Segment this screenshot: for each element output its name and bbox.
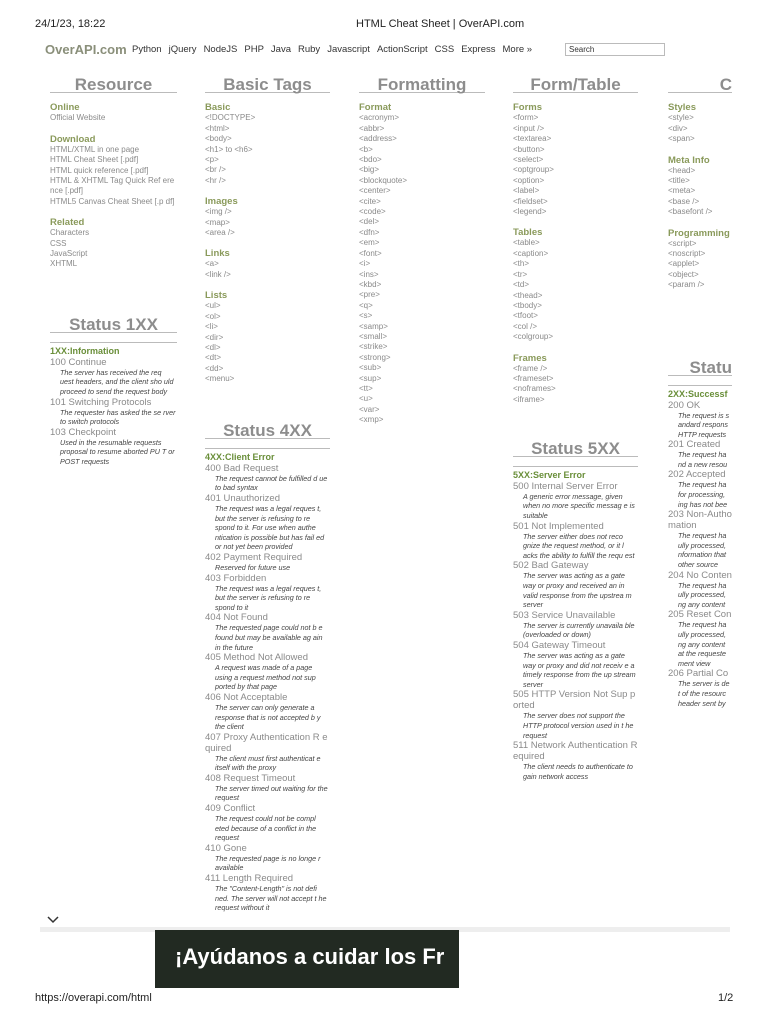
section-link[interactable]: <td> — [513, 280, 530, 290]
section-link[interactable]: <dfn> — [359, 227, 380, 237]
section-heading: Tables — [513, 227, 543, 239]
section-link[interactable]: <strike> — [359, 342, 388, 352]
status-code[interactable]: 503 Service Unavailable — [513, 609, 616, 621]
section-link[interactable]: <kbd> — [359, 279, 382, 289]
status-4xx-heading: Status 4XX — [205, 426, 330, 439]
section-link[interactable]: <pre> — [359, 290, 380, 300]
status-5xx-heading: Status 5XX — [513, 444, 638, 457]
section-link[interactable]: <form> — [513, 113, 539, 123]
status-description: The request was a legal reques t, but the server is refusing to re spond to it — [215, 583, 322, 612]
ad-banner[interactable] — [155, 930, 459, 988]
status-5xx-codes — [513, 481, 638, 781]
section-link[interactable]: <basefont /> — [668, 207, 713, 217]
form-table-heading: Form/Table — [513, 80, 638, 93]
section-link[interactable]: <ul> — [205, 301, 221, 311]
status-code[interactable]: 505 HTTP Version Not Sup ported — [513, 689, 636, 712]
section-link[interactable]: <legend> — [513, 207, 547, 217]
section-link[interactable]: <select> — [513, 155, 544, 165]
status-code[interactable]: 204 No Conten — [668, 569, 732, 581]
section-link[interactable]: <li> — [205, 322, 218, 332]
status-description: The request ha ully processed, ng any content — [678, 580, 727, 609]
section-link[interactable]: HTML quick reference [.pdf] — [50, 165, 149, 175]
status-5xx-column — [513, 439, 638, 781]
section-heading: Frames — [513, 352, 547, 364]
status-code[interactable]: 502 Bad Gateway — [513, 560, 589, 572]
section-link[interactable]: <frame /> — [513, 363, 548, 373]
status-2xx-codes — [668, 400, 732, 709]
section-heading: Images — [205, 196, 238, 208]
nav-item[interactable]: NodeJS — [203, 44, 238, 55]
print-datetime: 24/1/23, 18:22 — [35, 18, 106, 30]
section-heading: Forms — [513, 102, 543, 114]
section-link[interactable]: <sub> — [359, 363, 382, 373]
section-link[interactable]: HTML5 Canvas Cheat Sheet [.p df] — [50, 196, 175, 206]
nav-item-more[interactable]: More » — [502, 44, 533, 55]
section-link[interactable]: <html> — [205, 123, 230, 133]
status-code[interactable]: 200 OK — [668, 399, 701, 411]
section-link[interactable]: <var> — [359, 404, 380, 414]
status-description: The request ha ully processed, nformation that other source — [678, 531, 727, 570]
section-link[interactable]: <menu> — [205, 374, 235, 384]
section-link[interactable]: <q> — [359, 300, 373, 310]
section-link[interactable]: <center> — [359, 186, 391, 196]
status-code[interactable]: 100 Continue — [50, 356, 107, 368]
section-link[interactable]: <strong> — [359, 352, 391, 362]
status-code[interactable]: 511 Network Authentication Required — [513, 740, 638, 763]
basic-tags-column — [205, 75, 330, 385]
section-link[interactable]: <bdo> — [359, 155, 382, 165]
section-link[interactable]: <iframe> — [513, 394, 545, 404]
section-link[interactable]: <applet> — [668, 259, 700, 269]
top-nav — [132, 44, 532, 55]
status-description: The request was a legal reques t, but the server is refusing to re spond to it. For use when authe ntication is possible but has fail ed or not yet been provided — [215, 504, 325, 552]
section-link[interactable]: <map> — [205, 217, 230, 227]
section-link[interactable]: <base /> — [668, 196, 700, 206]
status-description: The request is s andard respons HTTP requests — [678, 410, 730, 439]
status-description: The client needs to authenticate to gain network access — [523, 762, 633, 781]
section-link[interactable]: XHTML — [50, 259, 78, 269]
section-link[interactable]: JavaScript — [50, 249, 88, 259]
section-heading: Download — [50, 133, 96, 145]
section-link[interactable]: <caption> — [513, 248, 549, 258]
form-table-sections — [513, 102, 638, 405]
nav-item[interactable]: CSS — [434, 44, 455, 55]
nav-item[interactable]: Python — [132, 44, 162, 55]
section-heading: Programming — [668, 227, 730, 239]
form-table-column — [513, 75, 638, 405]
section-heading: Basic — [205, 102, 231, 114]
section-heading: Lists — [205, 290, 228, 302]
status-code[interactable]: 401 Unauthorized — [205, 493, 280, 504]
status-2xx-heading: Statu — [668, 363, 732, 376]
print-title: HTML Cheat Sheet | OverAPI.com — [356, 18, 525, 30]
section-link[interactable]: HTML/XTML in one page — [50, 144, 140, 154]
section-link[interactable]: <dd> — [205, 363, 224, 373]
section-link[interactable]: <cite> — [359, 196, 381, 206]
formatting-sections — [359, 102, 485, 425]
status-code[interactable]: 411 Length Required — [205, 873, 294, 885]
section-link[interactable]: <u> — [359, 394, 373, 404]
section-link[interactable]: <address> — [359, 134, 397, 144]
status-code[interactable]: 500 Internal Server Error — [513, 480, 618, 492]
status-description: The server either does not reco gnize the request method, or it l acks the ability to fulfill the requ est — [523, 531, 635, 560]
section-link[interactable]: <noscript> — [668, 249, 706, 259]
section-link[interactable]: HTML & XHTML Tag Quick Ref erence [.pdf] — [50, 176, 175, 196]
status-code[interactable]: 402 Payment Required — [205, 551, 303, 563]
section-link[interactable]: <option> — [513, 175, 545, 185]
nav-item[interactable]: Express — [461, 44, 496, 55]
section-link[interactable]: <param /> — [668, 280, 705, 290]
nav-item[interactable]: Javascript — [327, 44, 370, 55]
status-code[interactable]: 202 Accepted — [668, 469, 726, 481]
section-link[interactable]: <dl> — [205, 342, 221, 352]
section-link[interactable]: <tfoot> — [513, 311, 538, 321]
status-description: The requested page could not b e found but may be available ag ain in the future — [215, 623, 323, 652]
other-sections — [668, 102, 732, 290]
status-description: The server is currently unavaila ble (overloaded or down) — [523, 620, 635, 640]
section-link[interactable]: <optgroup> — [513, 165, 554, 175]
section-link[interactable]: <em> — [359, 238, 380, 248]
section-link[interactable]: <abbr> — [359, 123, 385, 133]
section-heading: Links — [205, 248, 230, 260]
section-link[interactable]: <samp> — [359, 321, 388, 331]
status-code[interactable]: 206 Partial Co — [668, 668, 729, 680]
section-link[interactable]: <link /> — [205, 269, 231, 279]
status-description: The "Content-Length" is not defi ned. The server will not accept t he request without it — [215, 884, 327, 913]
section-link[interactable]: <h1> to <h6> — [205, 144, 253, 154]
resource-sections — [50, 102, 177, 269]
print-url: https://overapi.com/html — [35, 992, 152, 1004]
section-link[interactable]: Official Website — [50, 113, 106, 123]
status-description: The request ha nd a new resou — [678, 450, 728, 469]
status-code[interactable]: 504 Gateway Timeout — [513, 639, 606, 651]
status-code[interactable]: 405 Method Not Allowed — [205, 652, 308, 664]
status-description: The server was acting as a gate way or proxy and received an in valid response from the upstrea m server — [523, 571, 632, 610]
status-code[interactable]: 404 Not Found — [205, 612, 268, 624]
status-description: The request ha for processing, ing has not bee — [678, 480, 728, 509]
section-link[interactable]: <textarea> — [513, 134, 552, 144]
section-link[interactable]: <ol> — [205, 311, 221, 321]
status-description: The client must first authenticat e itself with the proxy — [215, 753, 321, 773]
section-link[interactable]: <hr /> — [205, 175, 226, 185]
search-input[interactable]: Search — [565, 43, 665, 56]
section-link[interactable]: CSS — [50, 238, 67, 248]
status-description: The server does not support the HTTP protocol version used in t he request — [523, 711, 634, 740]
status-4xx-subtitle: 4XX:Client Error — [205, 448, 330, 462]
section-heading: Related — [50, 217, 85, 229]
section-link[interactable]: <tt> — [359, 383, 373, 393]
basic-tags-sections — [205, 102, 330, 384]
section-link[interactable]: <small> — [359, 331, 388, 341]
section-link[interactable]: <p> — [205, 155, 219, 165]
section-link[interactable]: <meta> — [668, 186, 696, 196]
section-link[interactable]: <head> — [668, 165, 696, 175]
nav-item[interactable]: jQuery — [168, 44, 197, 55]
section-link[interactable]: <body> — [205, 134, 232, 144]
status-description: Used in the resumable requests proposal to resume aborted PU T or POST requests — [60, 437, 175, 466]
section-link[interactable]: <ins> — [359, 269, 379, 279]
other-column — [668, 75, 732, 708]
status-4xx-column — [205, 421, 330, 913]
basic-tags-heading: Basic Tags — [205, 80, 330, 93]
status-code[interactable]: 407 Proxy Authentication R equired — [205, 731, 328, 754]
section-link[interactable]: <input /> — [513, 123, 545, 133]
section-link[interactable]: <dir> — [205, 332, 224, 342]
section-link[interactable]: <dt> — [205, 353, 222, 363]
section-link[interactable]: <code> — [359, 207, 386, 217]
section-link[interactable]: <div> — [668, 123, 688, 133]
section-link[interactable]: <col /> — [513, 321, 538, 331]
status-code[interactable]: 410 Gone — [205, 842, 247, 854]
status-code[interactable]: 101 Switching Protocols — [50, 396, 152, 408]
status-code[interactable]: 406 Not Acceptable — [205, 691, 288, 703]
status-2xx-subtitle: 2XX:Successf — [668, 385, 732, 399]
status-4xx-codes — [205, 463, 330, 913]
section-link[interactable]: <i> — [359, 259, 371, 269]
nav-item[interactable]: ActionScript — [376, 44, 428, 55]
formatting-column — [359, 75, 485, 426]
section-link[interactable]: <blockquote> — [359, 175, 408, 185]
section-heading: Format — [359, 102, 392, 114]
section-link[interactable]: <button> — [513, 144, 545, 154]
nav-item[interactable]: Ruby — [298, 44, 321, 55]
site-logo[interactable]: OverAPI.com — [45, 42, 127, 57]
status-code[interactable]: 403 Forbidden — [205, 572, 267, 584]
section-link[interactable]: <style> — [668, 113, 694, 123]
status-description: The request ha ully processed, ng any content at the requeste ment view — [678, 620, 727, 668]
status-5xx-subtitle: 5XX:Server Error — [513, 466, 638, 480]
status-code[interactable]: 409 Conflict — [205, 803, 256, 815]
status-description: The server can only generate a response that is not accepted b y the client — [215, 702, 321, 732]
section-link[interactable]: <sup> — [359, 373, 382, 383]
status-description: A generic error message, given when no more specific messag e is suitable — [523, 491, 635, 520]
section-link[interactable]: <object> — [668, 269, 699, 279]
section-link[interactable]: <xmp> — [359, 415, 384, 425]
section-link[interactable]: <colgroup> — [513, 332, 554, 342]
nav-item[interactable]: PHP — [244, 44, 264, 55]
status-code[interactable]: 400 Bad Request — [205, 462, 279, 474]
status-description: A request was made of a page using a request method not sup ported by that page — [215, 663, 316, 692]
section-heading: Meta Info — [668, 154, 710, 166]
section-link[interactable]: <script> — [668, 238, 697, 248]
status-code[interactable]: 201 Created — [668, 439, 721, 451]
section-link[interactable]: Characters — [50, 228, 90, 238]
status-1xx-column — [50, 315, 177, 467]
section-link[interactable]: <acronym> — [359, 113, 400, 123]
status-description: The server timed out waiting for the request — [215, 783, 328, 803]
section-link[interactable]: <noframes> — [513, 384, 556, 394]
status-description: The server is de t of the resourc header sent by — [678, 679, 730, 708]
section-link[interactable]: <table> — [513, 238, 540, 248]
resource-column — [50, 75, 177, 270]
section-link[interactable]: <frameset> — [513, 373, 554, 383]
section-link[interactable]: <area /> — [205, 228, 235, 238]
status-code[interactable]: 408 Request Timeout — [205, 772, 296, 784]
section-link[interactable]: <font> — [359, 248, 382, 258]
other-heading: C — [668, 80, 732, 93]
status-code[interactable]: 103 Checkpoint — [50, 426, 117, 438]
status-description: The requester has asked the se rver to switch protocols — [60, 407, 176, 427]
section-link[interactable]: <big> — [359, 165, 380, 175]
section-link[interactable]: <title> — [668, 176, 690, 186]
status-description: The requested page is no longe r available — [215, 853, 321, 873]
section-link[interactable]: HTML Cheat Sheet [.pdf] — [50, 155, 139, 165]
section-link[interactable]: <tbody> — [513, 300, 542, 310]
status-description: Reserved for future use — [215, 562, 291, 572]
status-description: The server has received the req uest headers, and the client sho uld proceed to send the request body — [60, 367, 174, 396]
status-code[interactable]: 205 Reset Con — [668, 609, 732, 621]
section-link[interactable]: <thead> — [513, 290, 543, 300]
nav-item[interactable]: Java — [270, 44, 291, 55]
status-code[interactable]: 203 Non-Autho mation — [668, 509, 732, 532]
section-link[interactable]: <del> — [359, 217, 380, 227]
status-1xx-heading: Status 1XX — [50, 320, 177, 333]
section-link[interactable]: <th> — [513, 259, 530, 269]
status-1xx-subtitle: 1XX:Information — [50, 342, 177, 356]
status-1xx-codes — [50, 357, 177, 467]
section-link[interactable]: <img /> — [205, 207, 232, 217]
resource-heading: Resource — [50, 80, 177, 93]
section-link[interactable]: <s> — [359, 311, 373, 321]
status-description: The request could not be compl eted because of a conflict in the request — [215, 814, 317, 843]
section-link[interactable]: <tr> — [513, 269, 528, 279]
print-page-number: 1/2 — [718, 992, 734, 1004]
section-link[interactable]: <label> — [513, 186, 540, 196]
status-code[interactable]: 501 Not Implemented — [513, 520, 604, 532]
section-link[interactable]: <!DOCTYPE> — [205, 113, 256, 123]
status-description: The server was acting as a gate way or proxy and did not receiv e a timely response from the up stream server — [523, 650, 636, 689]
ad-banner-text: ¡Ayúdanos a cuidar los Fr — [175, 944, 445, 969]
formatting-heading: Formatting — [359, 80, 485, 93]
section-link[interactable]: <fieldset> — [513, 196, 548, 206]
section-link[interactable]: <a> — [205, 259, 219, 269]
section-link[interactable]: <b> — [359, 144, 373, 154]
section-link[interactable]: <br /> — [205, 165, 226, 175]
section-link[interactable]: <span> — [668, 134, 695, 144]
section-heading: Online — [50, 102, 80, 114]
section-heading: Styles — [668, 102, 696, 114]
status-description: The request cannot be fulfilled d ue to bad syntax — [215, 473, 328, 493]
